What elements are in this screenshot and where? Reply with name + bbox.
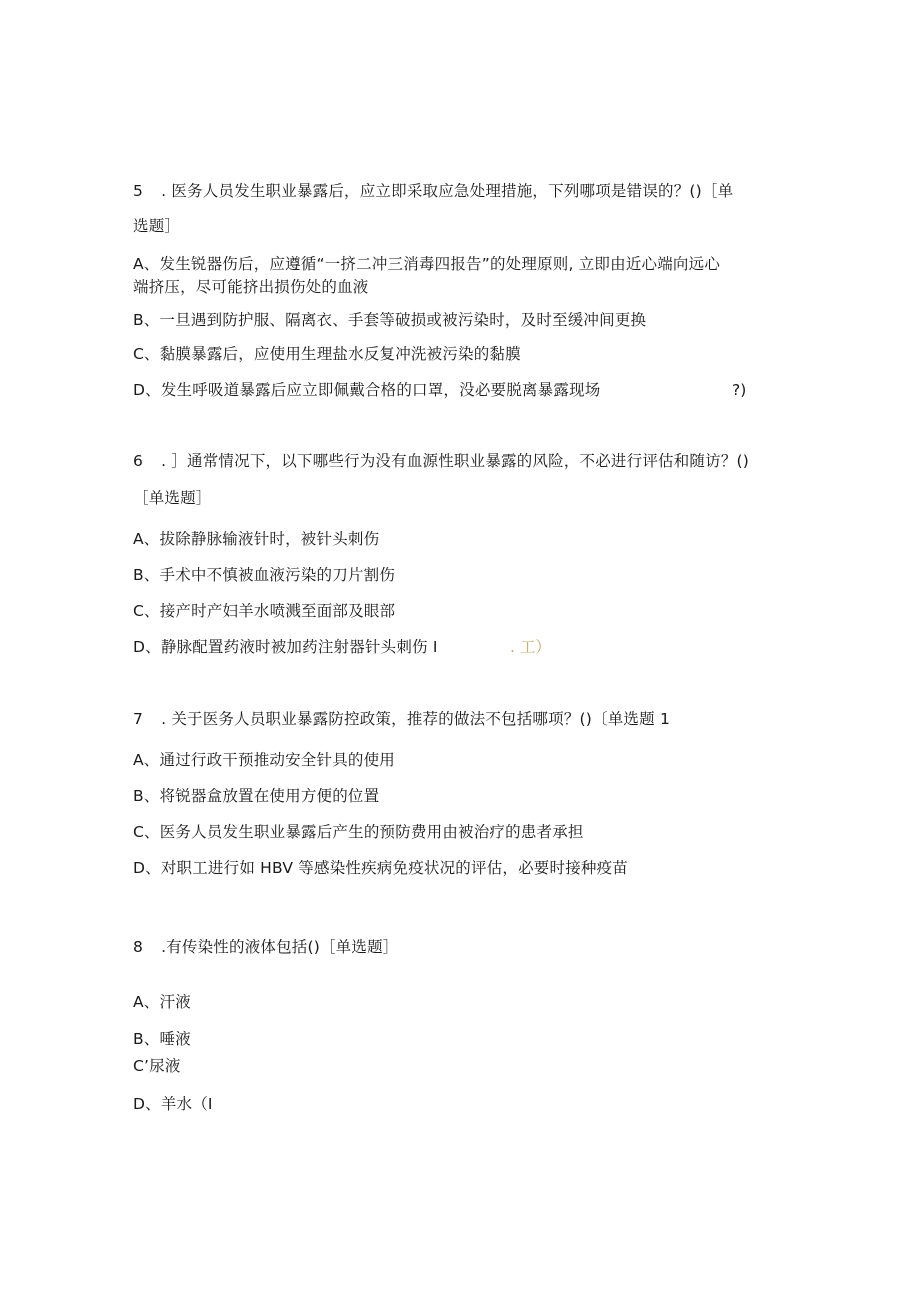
question-5-stem: [133, 181, 733, 201]
margin-mark: ?): [732, 381, 747, 399]
question-8-option-b: B、唾液: [133, 1030, 191, 1048]
question-number: 6: [133, 452, 144, 470]
question-7-option-b: B、将锐器盒放置在使用方便的位置: [133, 787, 380, 805]
question-5-option-a: A、发生锐器伤后，应遵循“一挤二冲三消毒四报告”的处理原则, 立即由近心端向远心: [133, 255, 721, 273]
question-5-option-a-cont: 端挤压，尽可能挤出损伤处的血液: [133, 278, 369, 296]
question-8-option-c: C’尿液: [133, 1057, 181, 1075]
question-7-option-c: C、医务人员发生职业暴露后产生的预防费用由被治疗的患者承担: [133, 823, 584, 841]
question-text: .有传染性的液体包括()［单选题］: [161, 938, 399, 956]
question-7-stem: [133, 709, 670, 729]
question-5-stem-cont: 选题］: [133, 217, 181, 235]
question-5-option-b: B、一旦遇到防护服、隔离衣、手套等破损或被污染时，及时至缓冲间更换: [133, 311, 647, 329]
question-7-option-d: D、对职工进行如 HBV 等感染性疾病免疫状况的评估，必要时接种疫苗: [133, 859, 629, 877]
question-6-option-b: B、手术中不慎被血液污染的刀片割伤: [133, 566, 396, 584]
question-text: . 关于医务人员职业暴露防控政策，推荐的做法不包括哪项？()〔单选题 1: [161, 710, 671, 728]
question-7-option-a: A、通过行政干预推动安全针具的使用: [133, 751, 396, 769]
question-6-stem: [133, 451, 749, 471]
question-8-option-d: D、羊水（I: [133, 1095, 213, 1113]
question-6-option-a: A、拔除静脉输液针时，被针头刺伤: [133, 530, 380, 548]
question-5-option-d: D、发生呼吸道暴露后应立即佩戴合格的口罩，没必要脱离暴露现场: [133, 381, 601, 399]
question-number: 7: [133, 710, 144, 728]
question-5-option-c: C、黏膜暴露后，应使用生理盐水反复冲洗被污染的黏膜: [133, 345, 521, 363]
question-text: . 医务人员发生职业暴露后，应立即采取应急处理措施，下列哪项是错误的？()［单: [161, 182, 734, 200]
question-8-option-a: A、汗液: [133, 993, 191, 1011]
question-number: 5: [133, 182, 144, 200]
question-number: 8: [133, 938, 144, 956]
question-6-option-c: C、接产时产妇羊水喷溅至面部及眼部: [133, 602, 396, 620]
question-6-stem-cont: ［单选题］: [133, 489, 212, 507]
question-6-option-d: D、静脉配置药液时被加药注射器针头刺伤 I: [133, 638, 438, 656]
margin-mark: . 工）: [510, 638, 551, 656]
question-text: . ］通常情况下，以下哪些行为没有血源性职业暴露的风险，不必进行评估和随访？(): [161, 452, 750, 470]
question-8-stem: [133, 937, 399, 957]
